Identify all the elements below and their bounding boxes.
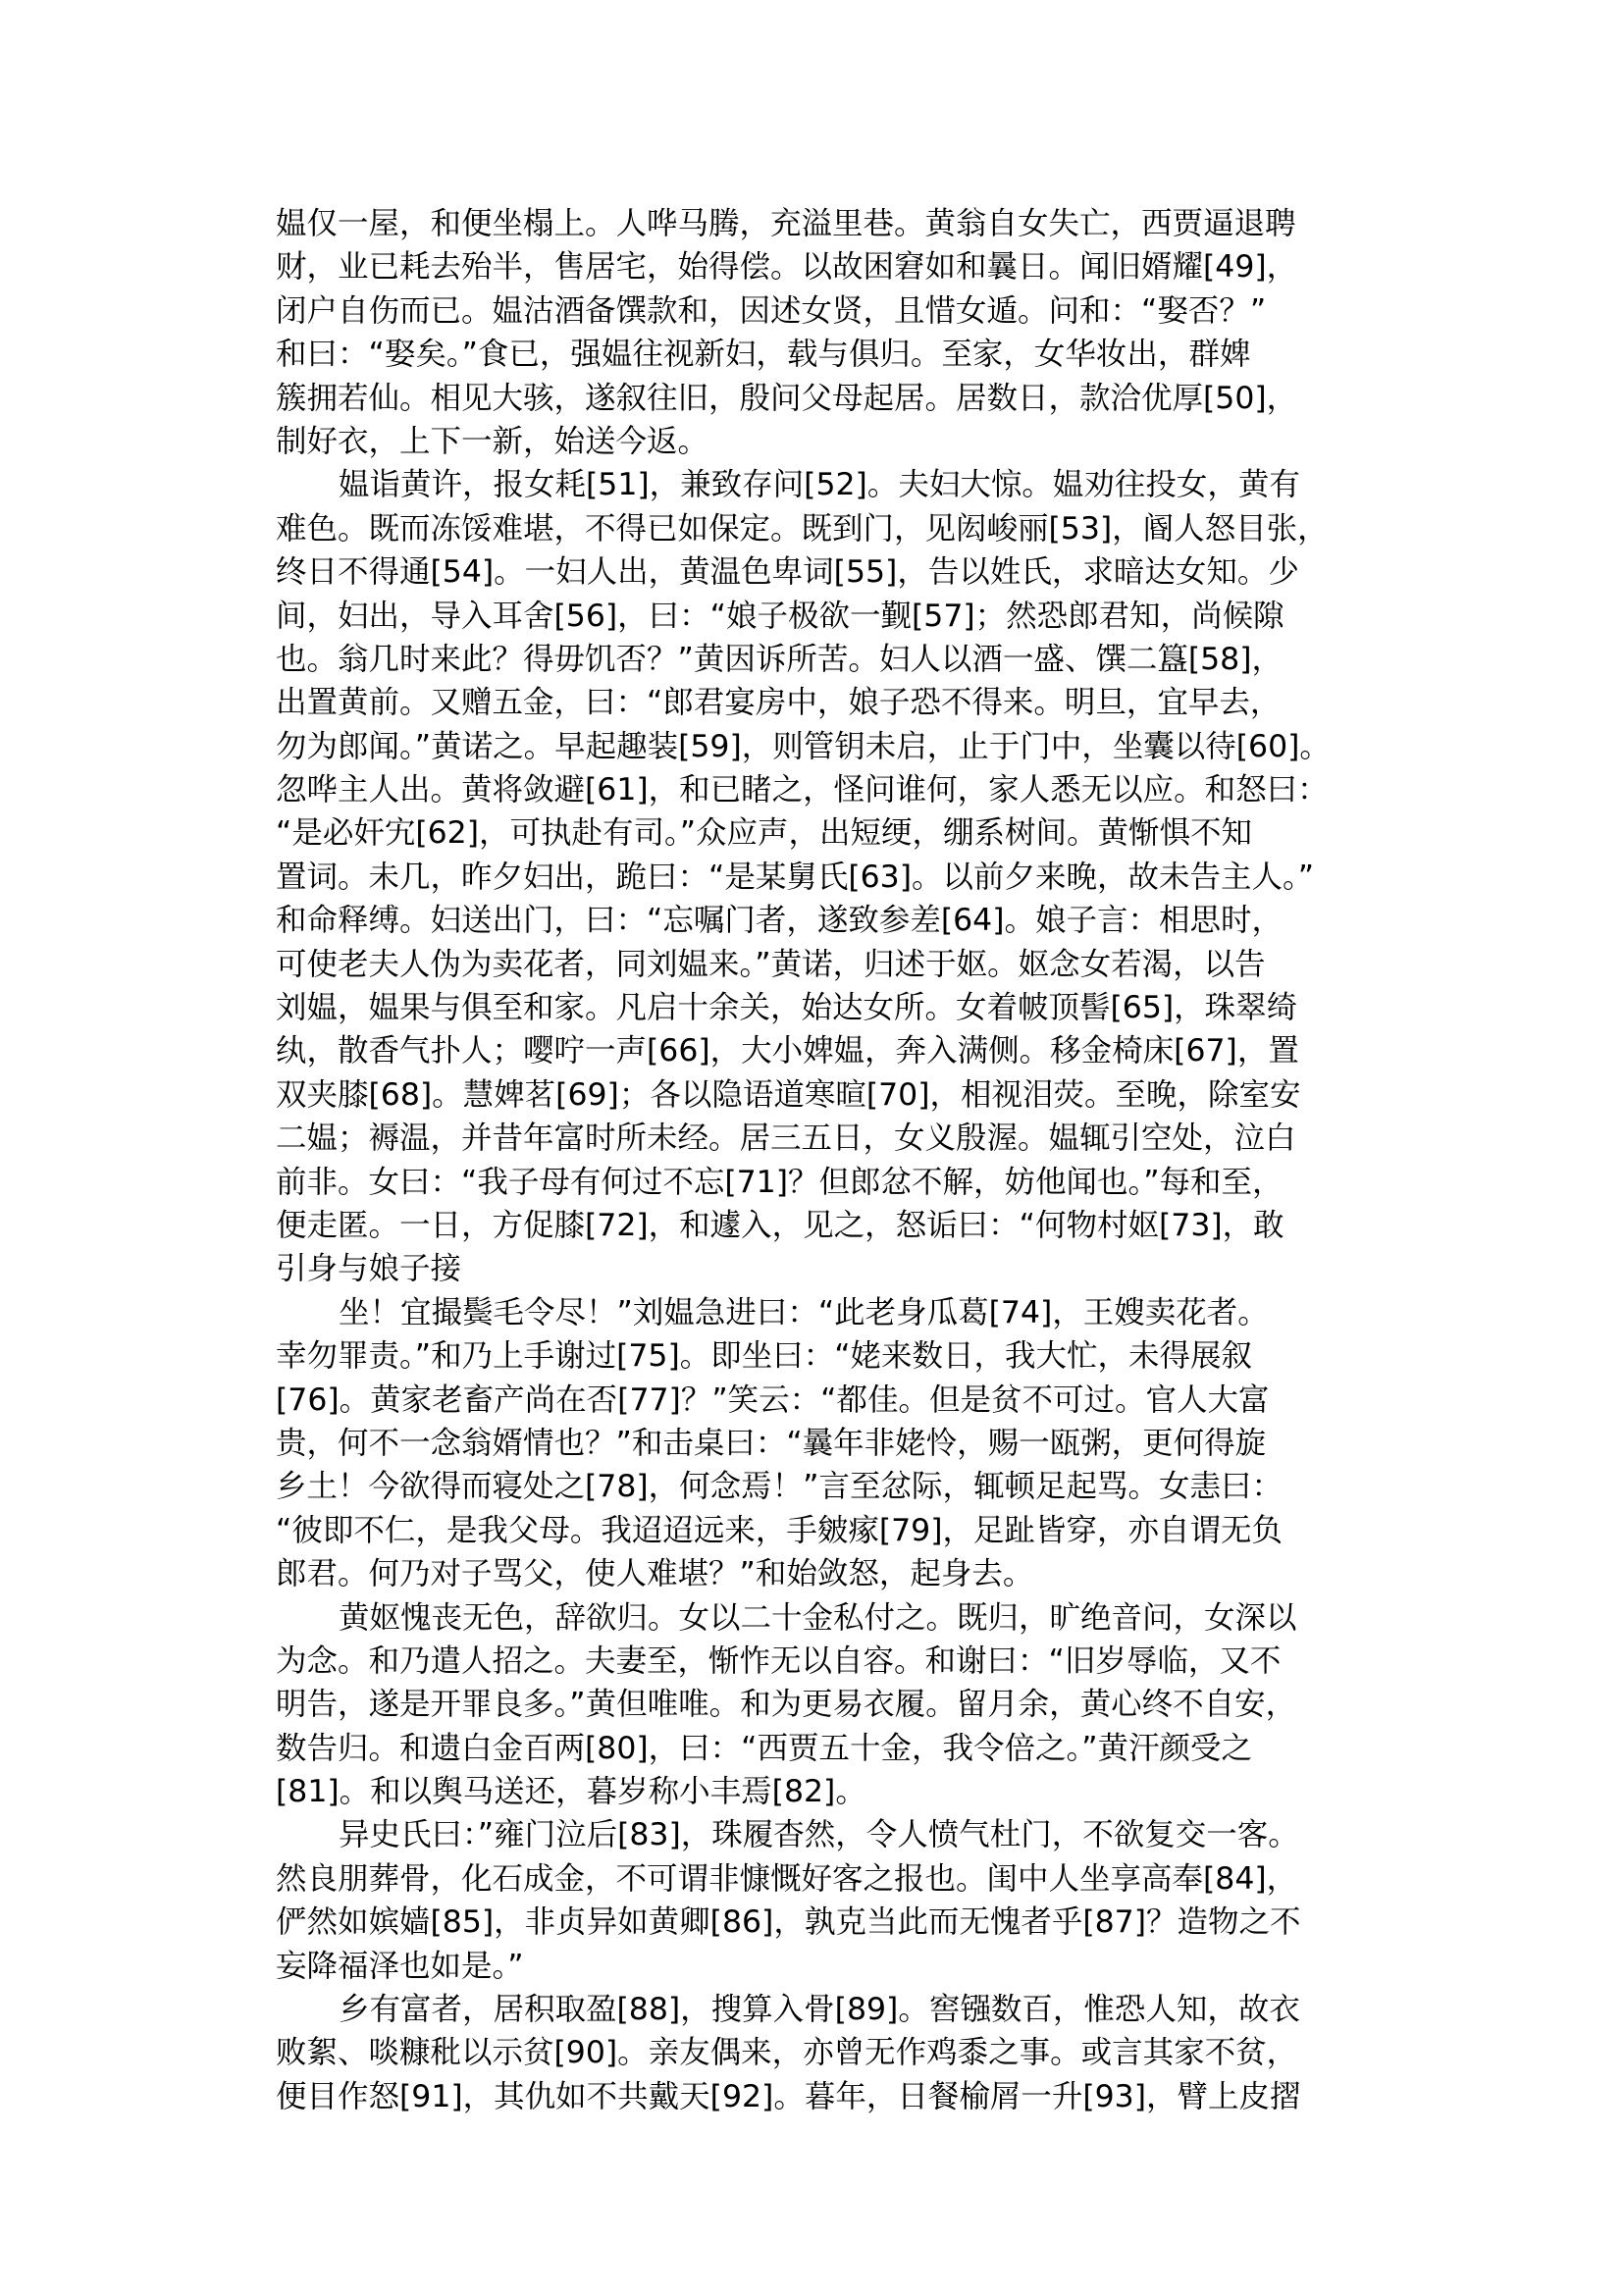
text-line: 明告，遂是开罪良多。”黄但唯唯。和为更易衣履。留月余，黄心终不自安， — [276, 1687, 1297, 1723]
text-line: 出置黄前。又赠五金，曰：“郎君宴房中，娘子恐不得来。明旦，宜早去， — [276, 685, 1282, 721]
text-line: 异史氏曰：”雍门泣后[83]，珠履杳然，令人愤气杜门，不欲复交一客。 — [339, 1817, 1299, 1853]
text-line: [81]。和以舆马送还，暮岁称小丰焉[82]。 — [276, 1774, 866, 1810]
text-line: 然良朋葬骨，化石成金，不可谓非慷慨好客之报也。闺中人坐享高奉[84]， — [276, 1860, 1298, 1897]
text-line: 可使老夫人伪为卖花者，同刘媪来。”黄诺，归述于妪。妪念女若渴，以告 — [276, 946, 1266, 982]
text-line: 纨，散香气扑人；嘤咛一声[66]，大小婢媪，奔入满侧。移金椅床[67]，置 — [276, 1033, 1299, 1069]
text-line: 俨然如嫔嫱[85]，非贞异如黄卿[86]，孰克当此而无愧者乎[87]？造物之不 — [276, 1904, 1301, 1941]
text-line: 刘媪，媪果与俱至和家。凡启十余关，始达女所。女着帔顶髻[65]，珠翠绮 — [276, 990, 1298, 1026]
text-line: 忽哗主人出。黄将敛避[61]，和已睹之，怪问谁何，家人悉无以应。和怒曰： — [276, 772, 1329, 808]
text-line: “是必奸宄[62]，可执赴有司。”众应声，出短绠，绷系树间。黄惭惧不知 — [276, 815, 1253, 852]
text-line: 也。翁几时来此？得毋饥否？”黄因诉所苦。妇人以酒一盛、馔二簋[58]， — [276, 641, 1283, 677]
text-line: 贵，何不一念翁婿情也？”和击桌曰：“曩年非姥怜，赐一瓯粥，更何得旋 — [276, 1425, 1267, 1461]
text-line: 便走匿。一日，方促膝[72]，和遽入，见之，怒诟曰：“何物村妪[73]，敢 — [276, 1207, 1284, 1243]
text-line: 难色。既而冻馁难堪，不得已如保定。既到门，见闳峻丽[53]，阍人怒目张， — [276, 510, 1329, 547]
text-line: 和命释缚。妇送出门，曰：“忘嘱门者，遂致参差[64]。娘子言：相思时， — [276, 903, 1283, 939]
text-line: 置词。未几，昨夕妇出，跪曰：“是某舅氏[63]。以前夕来晚，故未告主人。” — [276, 859, 1315, 895]
text-line: 闭户自伤而已。媪沽酒备馔款和，因述女贤，且惜女遁。问和：“娶否？” — [276, 292, 1267, 329]
text-line: 财，业已耗去殆半，售居宅，始得偿。以故困窘如和曩日。闻旧婿耀[49]， — [276, 249, 1298, 286]
text-line: 数告归。和遗白金百两[80]，曰：“西贾五十金，我令倍之。”黄汗颜受之 — [276, 1730, 1253, 1766]
text-line: “彼即不仁，是我父母。我迢迢远来，手皴瘃[79]，足趾皆穿，亦自谓无负 — [276, 1512, 1283, 1548]
text-line: 败絮、啖糠秕以示贫[90]。亲友偶来，亦曾无作鸡黍之事。或言其家不贫， — [276, 2035, 1298, 2071]
text-line: 终日不得通[54]。一妇人出，黄温色卑词[55]，告以姓氏，求暗达女知。少 — [276, 554, 1299, 591]
text-line: [76]。黄家老畜产尚在否[77]？”笑云：“都佳。但是贫不可过。官人大富 — [276, 1382, 1270, 1418]
text-line: 前非。女曰：“我子母有何过不忘[71]？但郎忿不解，妨他闻也。”每和至， — [276, 1164, 1283, 1200]
text-line: 乡土！今欲得而寝处之[78]，何念焉！”言至忿际，辄顿足起骂。女恚曰： — [276, 1469, 1283, 1505]
text-line: 勿为郎闻。”黄诺之。早起趣装[59]，则管钥未启，止于门中，坐囊以待[60]。 — [276, 728, 1331, 764]
text-line: 坐！宜撮鬓毛令尽！”刘媪急进曰：“此老身瓜葛[74]，王嫂卖花者。 — [339, 1294, 1269, 1330]
text-line: 二媪；褥温，并昔年富时所未经。居三五日，女义殷渥。媪辄引空处，泣白 — [276, 1121, 1296, 1157]
text-line: 引身与娘子接 — [276, 1251, 462, 1287]
text-line: 为念。和乃遣人招之。夫妻至，惭怍无以自容。和谢曰：“旧岁辱临，又不 — [276, 1642, 1282, 1679]
text-line: 乡有富者，居积取盈[88]，搜算入骨[89]。窖镪数百，惟恐人知，故衣 — [339, 1992, 1300, 2028]
text-line: 媪诣黄许，报女耗[51]，兼致存问[52]。夫妇大惊。媪劝往投女，黄有 — [339, 467, 1300, 503]
text-line: 媪仅一屋，和便坐榻上。人哗马腾，充溢里巷。黄翁自女失亡，西贾逼退聘 — [276, 206, 1296, 241]
text-line: 制好衣，上下一新，始送今返。 — [276, 423, 709, 459]
text-line: 便目作怒[91]，其仇如不共戴天[92]。暮年，日餐榆屑一升[93]，臂上皮摺 — [276, 2078, 1301, 2114]
text-line: 郎君。何乃对子骂父，使人难堪？”和始敛怒，起身去。 — [276, 1556, 1034, 1592]
text-line: 幸勿罪责。”和乃上手谢过[75]。即坐曰：“姥来数日，我大忙，未得展叙 — [276, 1338, 1253, 1375]
text-line: 双夹膝[68]。慧婢茗[69]；各以隐语道寒暄[70]，相视泪荧。至晚，除室安 — [276, 1076, 1301, 1113]
text-line: 簇拥若仙。相见大骇，遂叙往旧，殷问父母起居。居数日，款洽优厚[50]， — [276, 380, 1298, 416]
text-line: 和曰：“娶矣。”食已，强媪往视新妇，载与俱归。至家，女华妆出，群婢 — [276, 337, 1251, 373]
text-line: 妄降福泽也如是。” — [276, 1948, 524, 1984]
text-line: 间，妇出，导入耳舍[56]，曰：“娘子极欲一觐[57]；然恐郎君知，尚候隙 — [276, 598, 1284, 634]
text-line: 黄妪愧丧无色，辞欲归。女以二十金私付之。既归，旷绝音问，女深以 — [339, 1599, 1297, 1636]
body-text — [276, 202, 1375, 2118]
